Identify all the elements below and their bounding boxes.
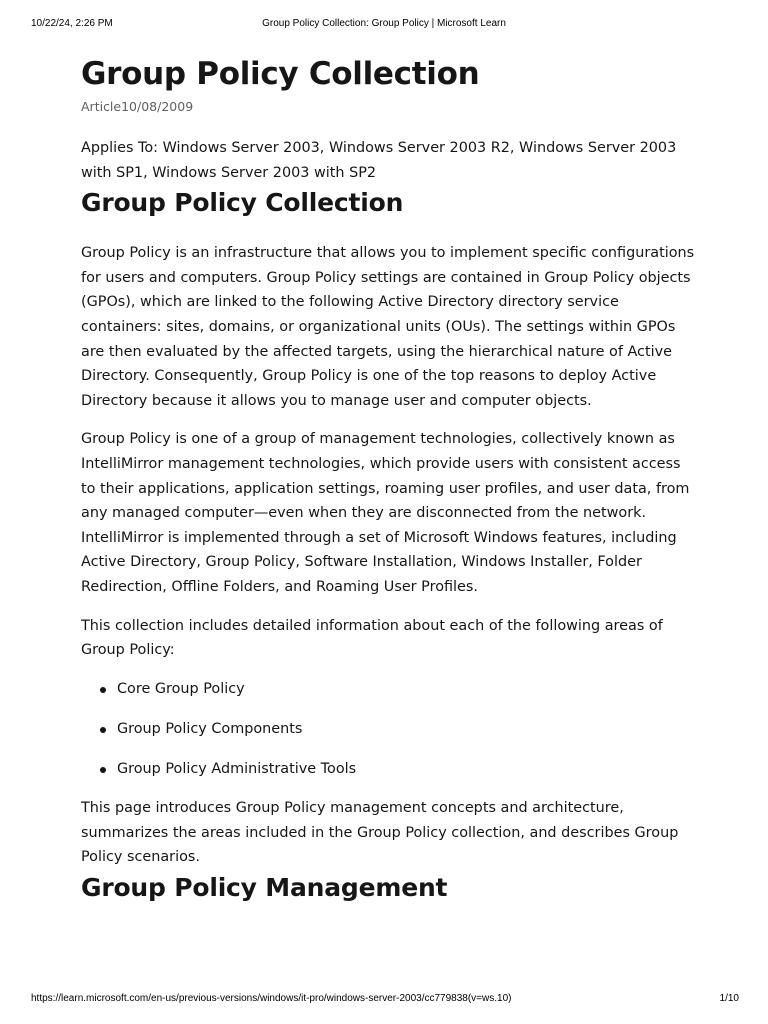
paragraph-collection-areas: This collection includes detailed information about each of the following areas of Group Policy: (81, 617, 663, 659)
article-content (81, 52, 696, 906)
print-page-number: 1/10 (719, 993, 739, 1004)
applies-to: Applies To: Windows Server 2003, Windows Server 2003 R2, Windows Server 2003 with SP1, Windows Server 2003 with SP2 (81, 140, 677, 181)
print-page-title: Group Policy Collection: Group Policy | Microsoft Learn (262, 18, 506, 29)
list-item (117, 757, 696, 782)
paragraph-page-summary: This page introduces Group Policy management concepts and architecture, summarizes the areas included in the Group Policy collection, and describes Group Policy scenarios. (81, 800, 679, 866)
paragraph-intro: Group Policy is an infrastructure that allows you to implement specific configurations for users and computers. Group Policy settings are contained in Group Policy objects (GPOs), which are linked to the following Active Directory directory service containers: sites, domains, or organizational units (OUs). The settings within GPOs are then evaluated by the affected targets, using the hierarchical nature of Active Directory. Consequently, Group Policy is one of the top reasons to deploy Active Directory because it allows you to manage user and computer objects. (81, 245, 695, 409)
bullet-icon (100, 687, 106, 693)
list-item-label: Group Policy Components (117, 720, 303, 737)
print-url: https://learn.microsoft.com/en-us/previous-versions/windows/it-pro/windows-server-2003/cc779838(v=ws.10) (31, 993, 512, 1004)
print-datetime: 10/22/24, 2:26 PM (31, 18, 113, 29)
list-item (117, 677, 696, 702)
paragraph-intellimirror: Group Policy is one of a group of management technologies, collectively known as IntelliMirror management technologies, which provide users with consistent access to their applications, application settings, roaming user profiles, and user data, from any managed computer—even when they are disconnected from the network. IntelliMirror is implemented through a set of Microsoft Windows features, including Active Directory, Group Policy, Software Installation, Windows Installer, Folder Redirection, Offline Folders, and Roaming User Profiles. (81, 431, 690, 595)
list-item-label: Group Policy Administrative Tools (117, 761, 357, 778)
areas-list (81, 677, 696, 782)
list-item-label: Core Group Policy (117, 680, 245, 697)
print-header (0, 18, 768, 32)
print-footer (0, 993, 768, 1007)
page-title: Group Policy Collection (81, 56, 480, 92)
section-heading-collection: Group Policy Collection (81, 188, 404, 218)
article-meta: Article10/08/2009 (81, 99, 194, 114)
bullet-icon (100, 767, 106, 773)
list-item (117, 717, 696, 742)
section-heading-management: Group Policy Management (81, 873, 448, 903)
bullet-icon (100, 727, 106, 733)
